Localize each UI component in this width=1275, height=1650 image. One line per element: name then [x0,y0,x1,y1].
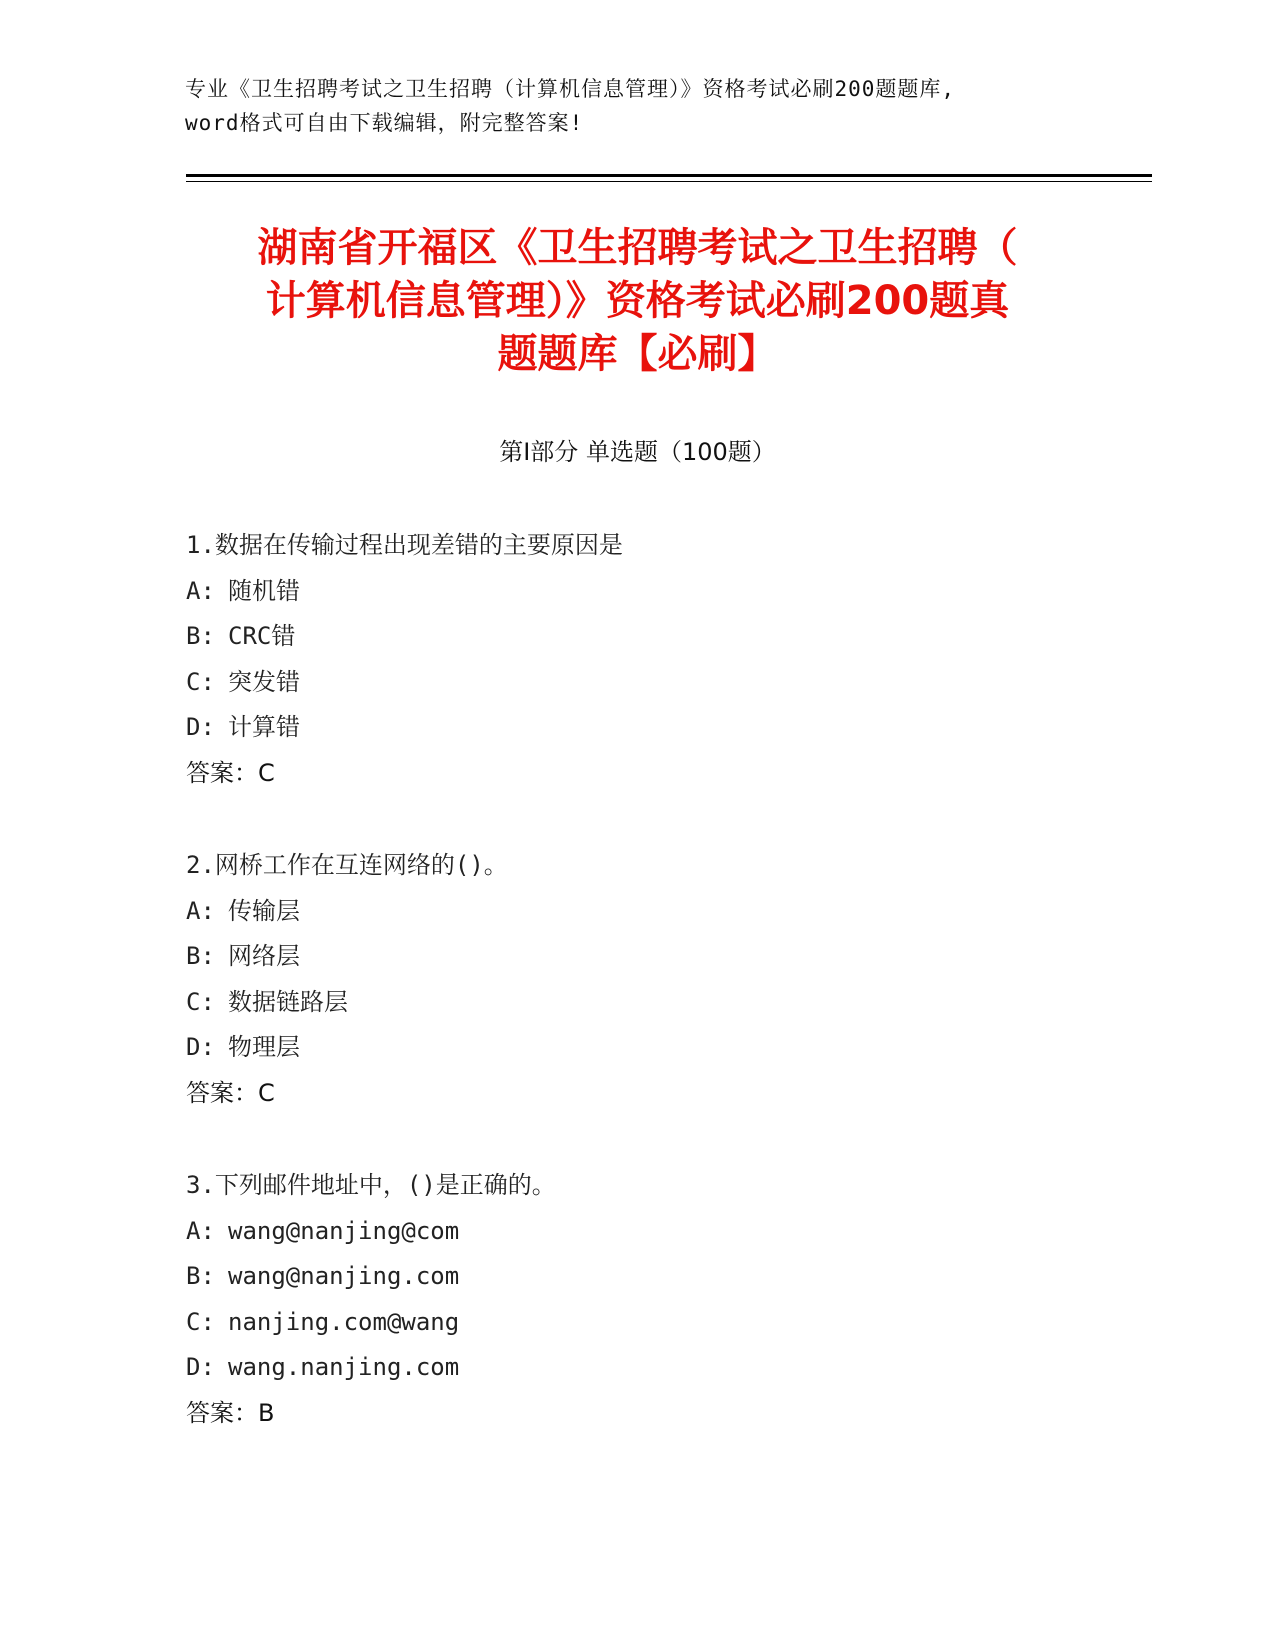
question-stem: 3.下列邮件地址中，()是正确的。 [186,1171,556,1199]
option-text: 物理层 [228,1033,300,1061]
option-a [186,569,1146,615]
option-text: 计算错 [228,713,300,741]
header-divider-thick [186,174,1152,177]
option-text: 随机错 [228,576,300,605]
question-3 [186,1163,1146,1483]
option-b [186,934,1146,980]
option-text: 突发错 [228,667,300,696]
answer-line: 答案：B [186,1398,275,1427]
option-text: 传输层 [228,896,300,925]
question-1 [186,523,1146,843]
answer-line: 答案：C [186,1078,275,1107]
option-a [186,1209,1146,1255]
option-a [186,889,1146,935]
option-text: 网络层 [228,942,300,970]
answer-line: 答案：C [186,758,275,787]
option-letter: D: [186,713,215,741]
header-note-line-2: word格式可自由下载编辑，附完整答案! [185,111,584,135]
title-line-2: 计算机信息管理）》资格考试必刷200题真 [265,278,1010,324]
option-text: CRC错 [228,622,296,650]
document-title [150,222,1125,381]
header-note [185,72,1085,140]
option-letter: C: [186,1307,215,1336]
option-text: wang.nanjing.com [228,1353,460,1381]
option-text: wang@nanjing@com [228,1216,460,1245]
question-list [186,523,1146,1483]
option-b [186,1254,1146,1300]
section-heading: 第Ⅰ部分 单选题（100题） [499,438,776,466]
option-letter: D: [186,1033,215,1061]
title-line-1: 湖南省开福区《卫生招聘考试之卫生招聘（ [257,225,1018,271]
title-line-3: 题题库【必刷】 [497,331,778,377]
option-letter: B: [186,1262,215,1290]
header-note-line-1: 专业《卫生招聘考试之卫生招聘（计算机信息管理）》资格考试必刷200题题库, [185,77,956,101]
option-letter: D: [186,1353,215,1381]
option-d [186,1345,1146,1391]
option-d [186,1025,1146,1071]
option-letter: A: [186,896,215,925]
question-stem: 1.数据在传输过程出现差错的主要原因是 [186,531,623,559]
question-stem: 2.网桥工作在互连网络的()。 [186,851,508,879]
option-letter: B: [186,622,215,650]
option-c [186,980,1146,1026]
option-d [186,705,1146,751]
option-letter: C: [186,667,215,696]
option-c [186,1300,1146,1346]
option-letter: A: [186,1216,215,1245]
option-letter: B: [186,942,215,970]
option-b [186,614,1146,660]
option-c [186,660,1146,706]
question-2 [186,843,1146,1163]
option-text: nanjing.com@wang [228,1307,460,1336]
header-divider-thin [186,181,1152,182]
option-letter: A: [186,576,215,605]
option-text: 数据链路层 [228,987,348,1016]
option-text: wang@nanjing.com [228,1262,460,1290]
option-letter: C: [186,987,215,1016]
